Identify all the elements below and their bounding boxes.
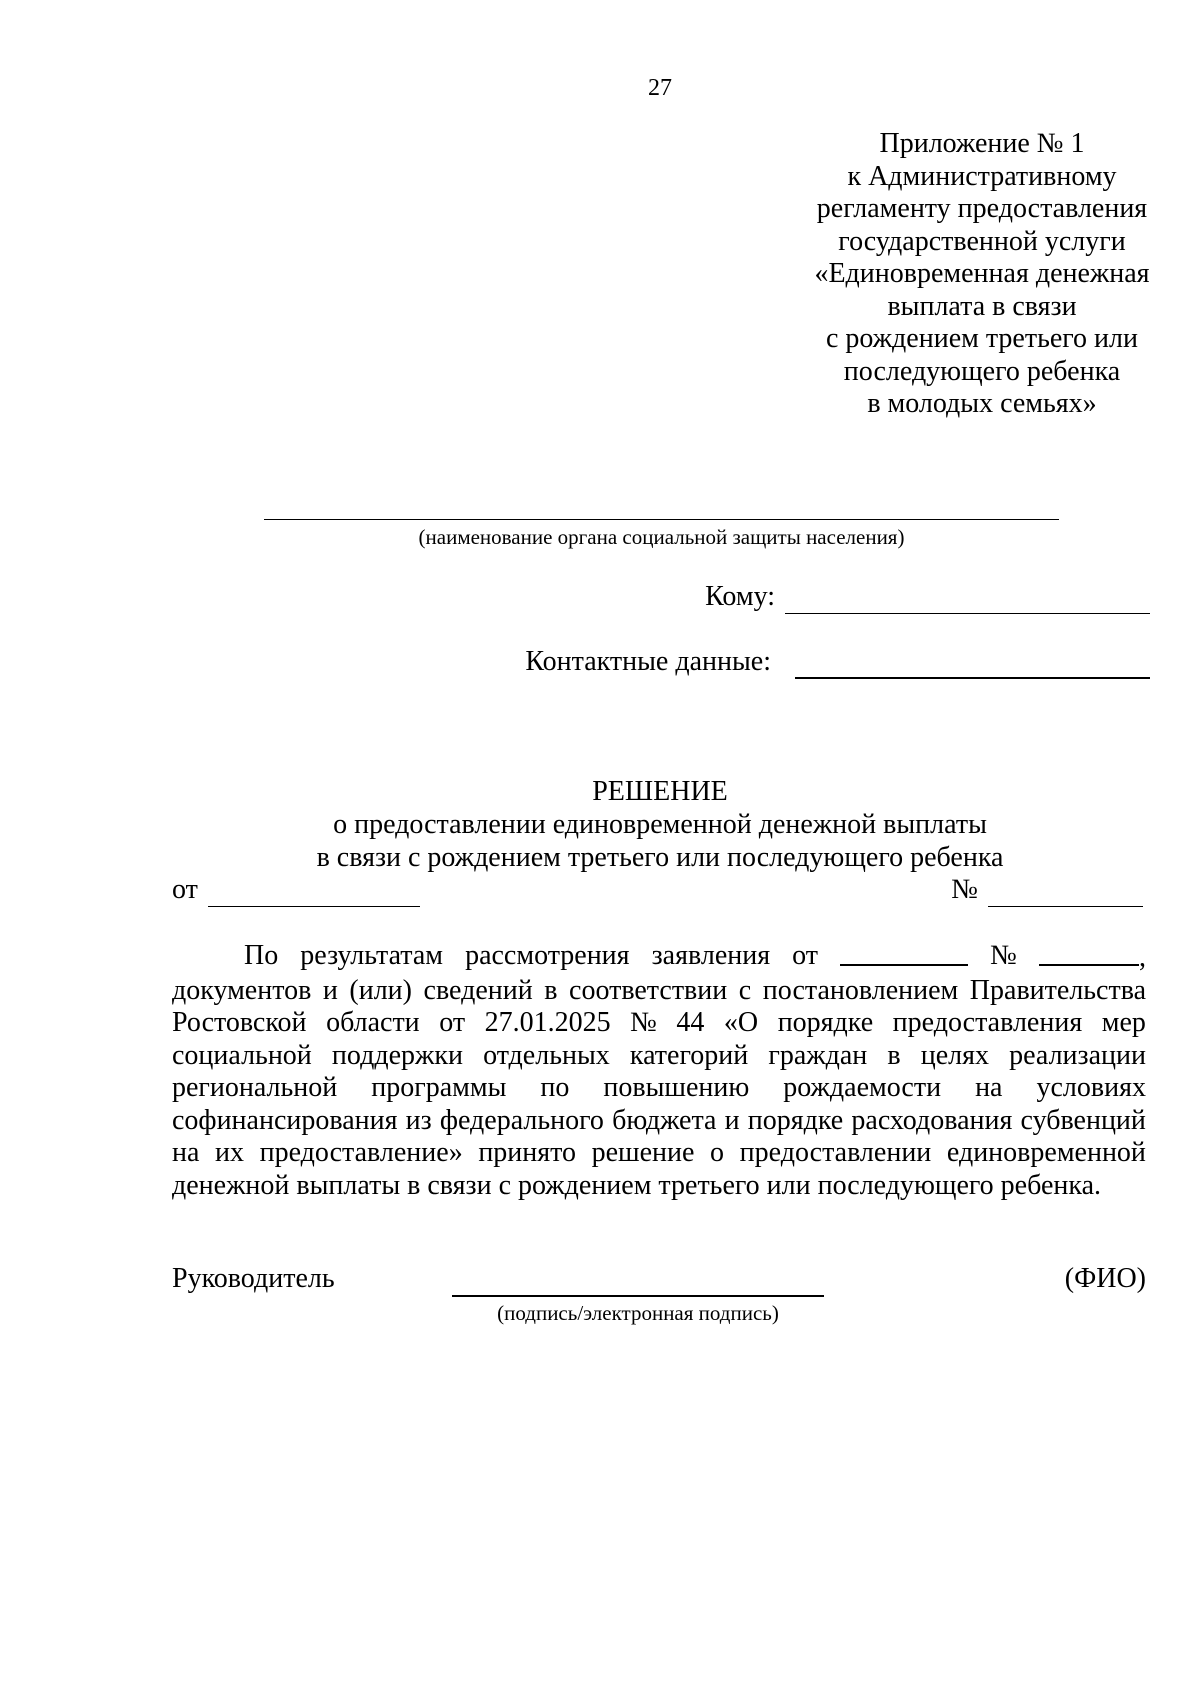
appendix-line: с рождением третьего или [825, 323, 1139, 354]
body-word: порядке [747, 1104, 844, 1136]
body-word: повышению [603, 1072, 750, 1103]
body-word: региональной [172, 1072, 338, 1103]
appendix-line: выплата в связи [887, 290, 1077, 322]
body-word: «О [723, 1007, 759, 1038]
signature-role-label: Руководитель [172, 1263, 335, 1294]
body-word: (или) [349, 974, 412, 1006]
body-word: , [1138, 942, 1146, 973]
decision-date-row [172, 873, 420, 907]
body-word: программы [371, 1072, 507, 1103]
decision-date-field[interactable] [208, 880, 420, 907]
body-word: реализации [1009, 1039, 1146, 1071]
body-word: граждан [768, 1039, 868, 1071]
body-word: о [710, 1137, 725, 1168]
appendix-line: государственной услуги [838, 225, 1126, 257]
body-word: отдельных [483, 1039, 610, 1071]
body-word: № [990, 940, 1017, 971]
body-word: результатам [300, 940, 443, 971]
appendix-line: к Административному [847, 160, 1117, 192]
decision-body [172, 940, 1146, 1202]
body-word: категорий [629, 1039, 749, 1071]
application-date-blank[interactable] [840, 940, 968, 966]
body-word: условиях [1036, 1072, 1146, 1103]
body-word: федерального [439, 1104, 604, 1136]
body-word: их [215, 1137, 245, 1168]
body-line [172, 1040, 1146, 1073]
body-word: заявления [651, 940, 771, 971]
appendix-line: «Единовременная денежная [814, 258, 1150, 289]
body-word: решение [591, 1137, 695, 1168]
decision-number-row [951, 873, 1143, 907]
body-word: № [630, 1007, 657, 1038]
body-word: бюджета [612, 1104, 717, 1136]
body-line [172, 1170, 1146, 1203]
body-word: принято [478, 1137, 577, 1168]
application-number-group [1039, 940, 1146, 975]
body-line [172, 1137, 1146, 1170]
body-word: с [738, 974, 752, 1006]
body-line [172, 1007, 1146, 1040]
body-word: постановлением [762, 974, 959, 1006]
appendix-line: Приложение № 1 [879, 128, 1085, 159]
body-word: и [724, 1104, 740, 1136]
appendix-heading [772, 128, 1192, 421]
body-last-line: денежной выплаты в связи с рождением третьего или последующего ребенка. [172, 1169, 1102, 1201]
body-word: от [792, 940, 819, 971]
body-word: по [540, 1072, 570, 1103]
body-word: социальной [172, 1039, 312, 1071]
decision-number-label: № [951, 874, 978, 905]
org-name-caption: (наименование органа социальной защиты населения) [418, 525, 905, 549]
body-line [172, 975, 1146, 1008]
contacts-field[interactable] [795, 651, 1150, 679]
signature-caption: (подпись/электронная подпись) [497, 1301, 779, 1325]
decision-subtitle: о предоставлении единовременной денежной выплаты [333, 809, 987, 840]
decision-date-label: от [172, 874, 198, 905]
body-word: целях [920, 1039, 990, 1071]
contacts-row [525, 645, 1150, 679]
body-word: По [244, 940, 279, 971]
body-word: рассмотрения [465, 940, 630, 971]
body-word: и [322, 974, 338, 1006]
body-word: предоставление» [259, 1137, 463, 1168]
body-word: на [975, 1072, 1003, 1103]
body-word: в [544, 974, 558, 1006]
body-word: мер [1101, 1007, 1146, 1038]
body-word: поддержки [331, 1039, 463, 1071]
body-word: в [887, 1039, 901, 1071]
body-word: порядке [777, 1007, 874, 1038]
body-line [172, 940, 1146, 975]
application-number-blank[interactable] [1039, 940, 1139, 966]
org-name-line [264, 519, 1059, 520]
body-line [172, 1072, 1146, 1105]
body-word: сведений [423, 974, 533, 1006]
body-word: документов [172, 974, 312, 1006]
decision-title: РЕШЕНИЕ [592, 776, 728, 807]
body-word: рождаемости [783, 1072, 942, 1103]
body-word: софинансирования [172, 1104, 398, 1136]
recipient-label: Кому: [705, 581, 775, 612]
body-word: от [439, 1007, 466, 1038]
body-word: Ростовской [172, 1007, 307, 1038]
body-word: на [172, 1137, 200, 1168]
decision-subtitle: в связи с рождением третьего или последующего ребенка [316, 842, 1004, 873]
body-word: области [326, 1007, 420, 1038]
decision-heading [230, 775, 1090, 874]
body-word: 44 [676, 1007, 705, 1038]
signature-fio: (ФИО) [1064, 1263, 1146, 1294]
appendix-line: регламенту предоставления [816, 193, 1148, 224]
appendix-line: последующего ребенка [843, 355, 1121, 387]
body-word: Правительства [969, 974, 1146, 1006]
body-word: предоставления [892, 1007, 1083, 1038]
body-line [172, 1105, 1146, 1138]
page-number: 27 [648, 75, 672, 101]
recipient-field[interactable] [785, 587, 1150, 614]
decision-number-field[interactable] [988, 880, 1143, 907]
contacts-label: Контактные данные: [525, 646, 771, 677]
recipient-row [705, 580, 1150, 614]
body-word: из [405, 1104, 432, 1136]
signature-line[interactable] [452, 1295, 824, 1297]
body-word: расходования [851, 1104, 1013, 1136]
body-word: 27.01.2025 [484, 1007, 611, 1038]
body-word: субвенций [1020, 1104, 1146, 1136]
body-word: предоставлении [739, 1137, 932, 1168]
body-word: соответствии [569, 974, 728, 1006]
body-word: единовременной [946, 1137, 1146, 1168]
appendix-line: в молодых семьях» [867, 388, 1097, 419]
